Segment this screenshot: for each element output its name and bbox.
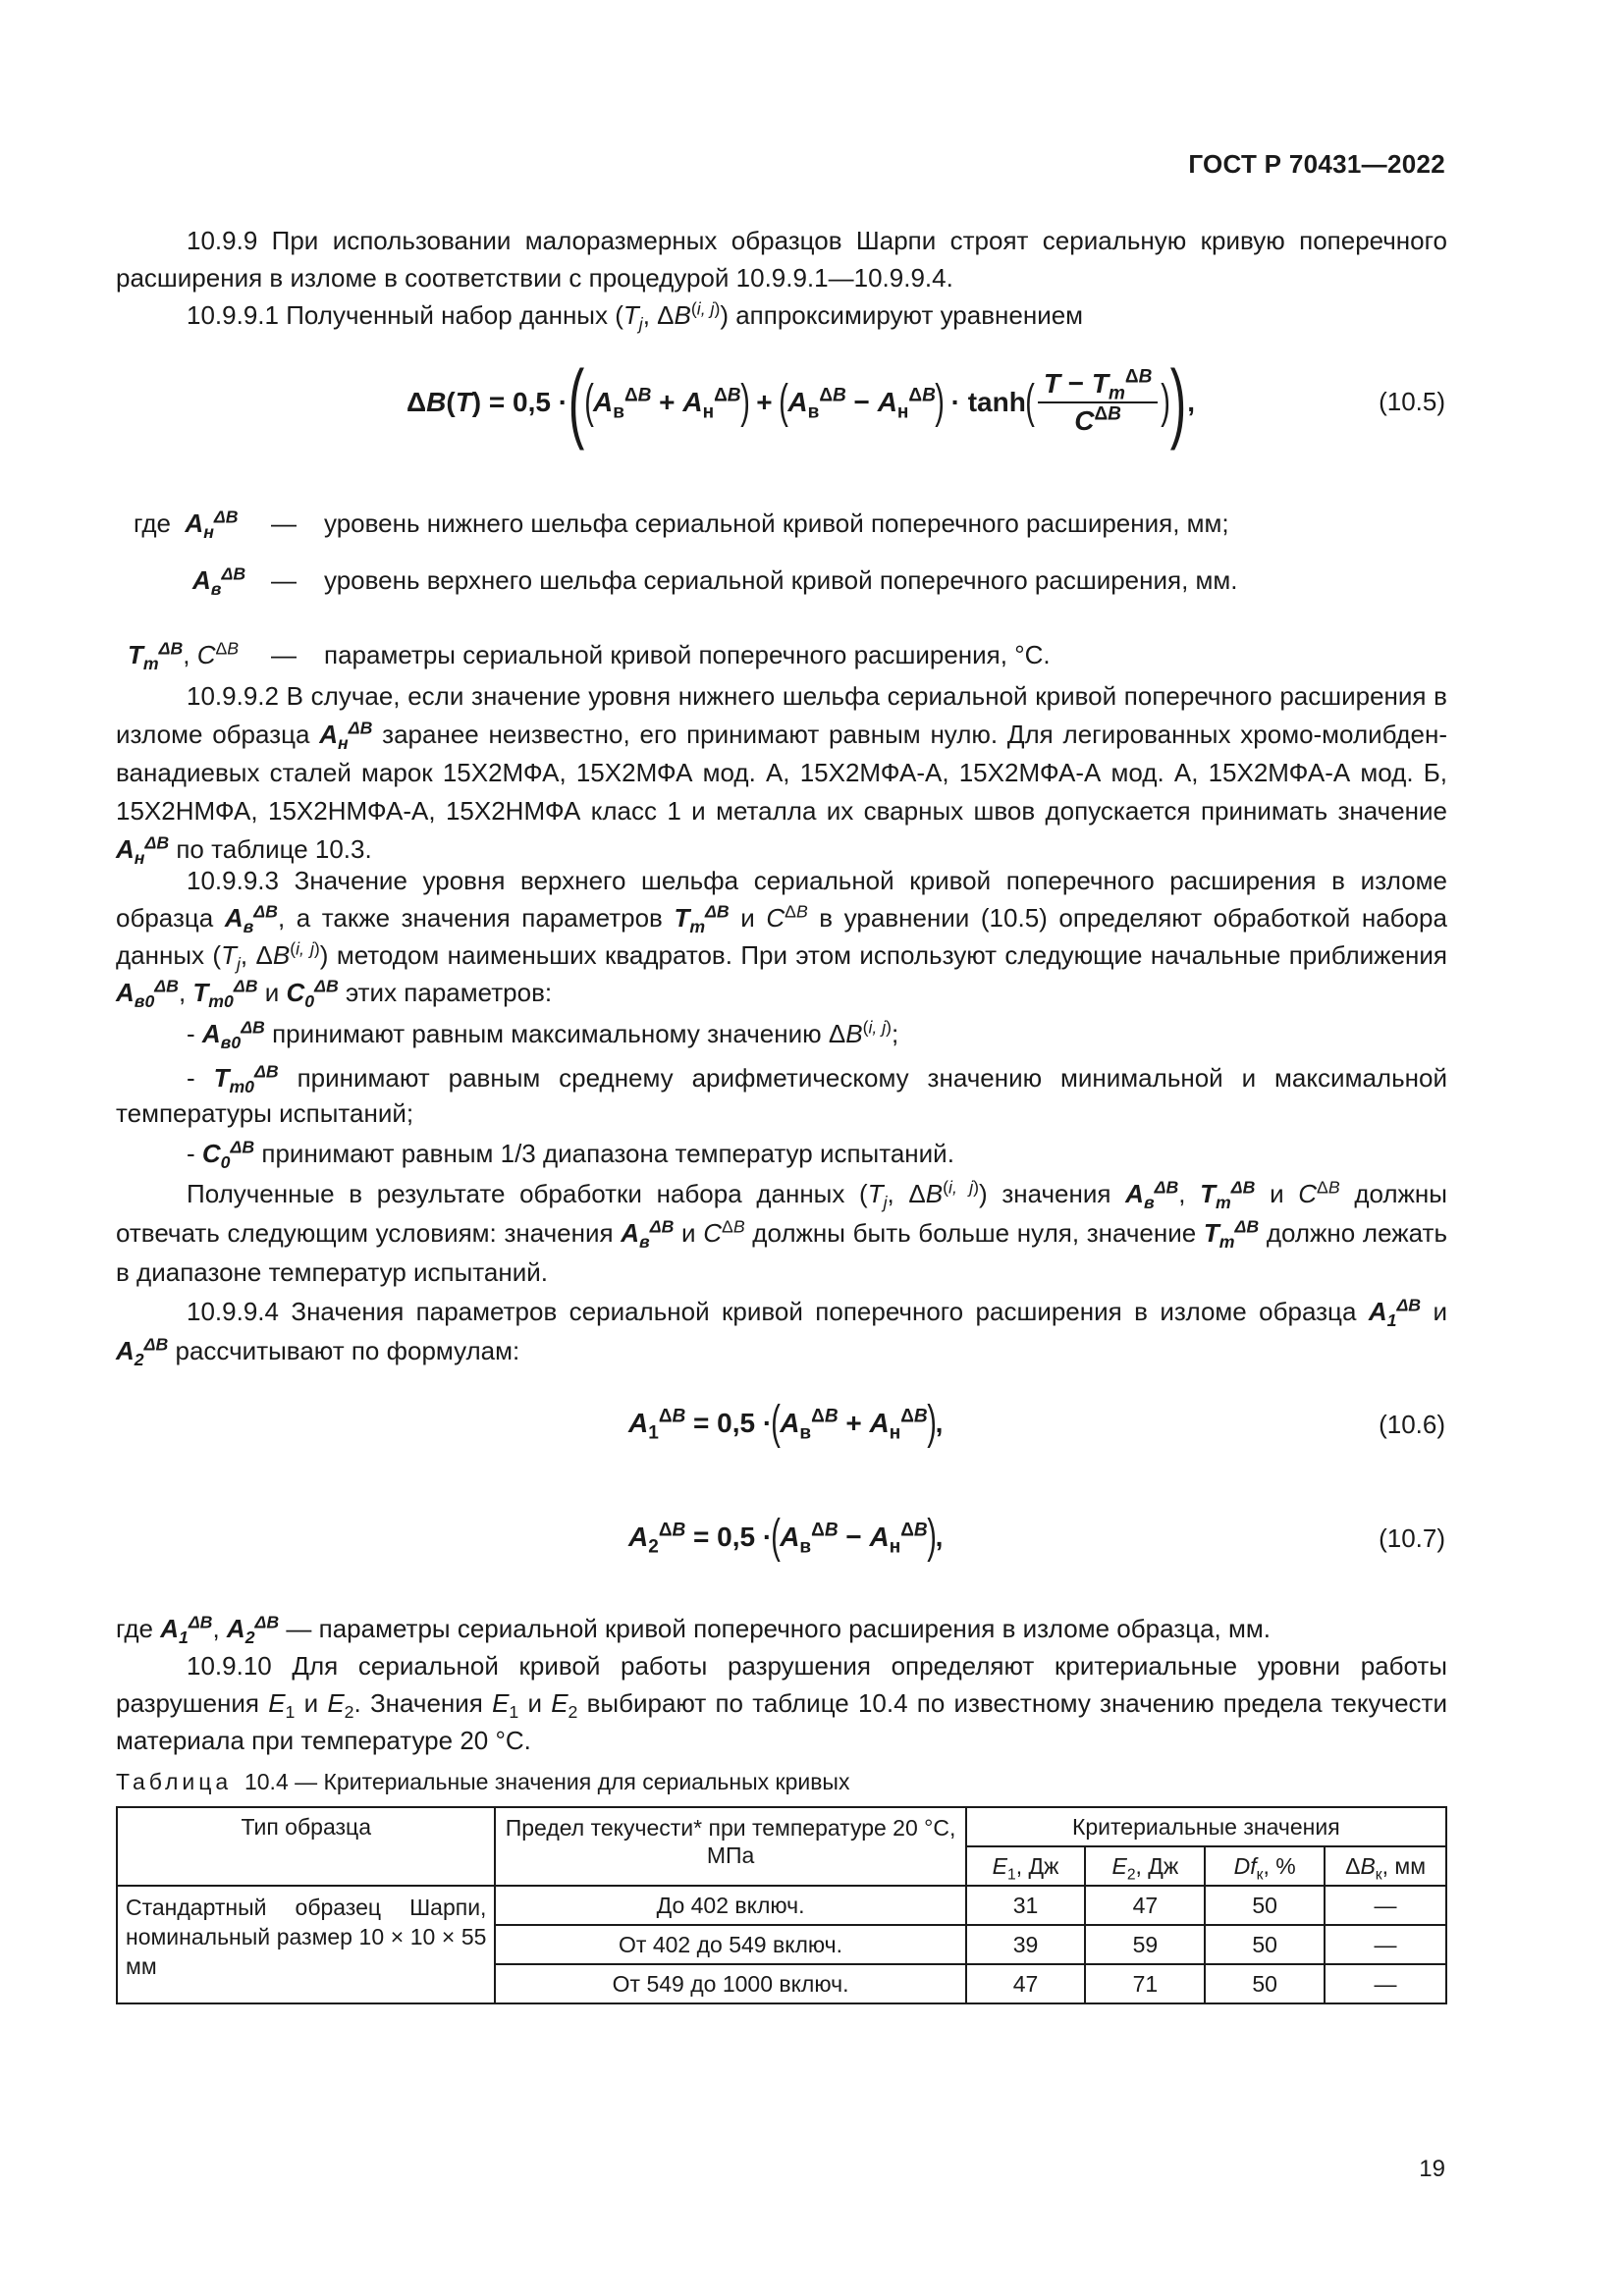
bullet-t-m0: - $T_{m0}^{\Delta B}$ принимают равным среднему арифметическому значению минимальной и максимальной температуры испытаний;	[116, 1061, 1447, 1128]
paragraph-10-9-9-4: 10.9.9.4 Значения параметров сериальной кривой поперечного расширения в изломе образца $A_1^{\Delta B}$ и $A_2^{\Delta B}$ рассчитывают по формулам:	[116, 1295, 1447, 1370]
definition-dash-3: —	[271, 640, 297, 669]
definition-a1-a2: где $A_1^{\Delta B}$, $A_2^{\Delta B}$ — параметры сериальной кривой поперечного расширения в изломе образца, мм.	[116, 1612, 1271, 1648]
table-row	[117, 1886, 1446, 1925]
cell-yield: От 549 до 1000 включ.	[495, 1964, 965, 2003]
header-e2: $E_2$, Дж	[1085, 1846, 1205, 1886]
header-yield-strength: Предел текучести* при температуре 20 °С, МПа	[495, 1807, 965, 1886]
paragraph-10-9-9-3: 10.9.9.3 Значение уровня верхнего шельфа сериальной кривой поперечного расширения в изломе образца $A_в^{\Delta B}$, а также значения параметров $T_m^{\Delta B}$ и $C^{\Delta B}$ в уравнении (10.5) определяют обработкой набора данных ($T_j$, ΔB$^{(i, j)}$) методом наименьших квадратов. При этом используют следующие начальные приближения $A_{в0}^{\Delta B}$, $T_{m0}^{\Delta B}$ и $C_0^{\Delta B}$ этих параметров:	[116, 866, 1447, 1012]
cell-e2: 47	[1085, 1886, 1205, 1925]
cell-df: 50	[1205, 1964, 1325, 2003]
header-specimen-type: Тип образца	[117, 1807, 495, 1886]
equation-10-7: $A_2^{\Delta B} = 0,5$ · ( $A_в^{\Delta B} - A_н^{\Delta B}$ ) ,	[628, 1511, 944, 1563]
equation-number-10-7: (10.7)	[1379, 1523, 1445, 1553]
definition-upper-shelf-symbol: $A_в^{\Delta B}$	[192, 563, 246, 600]
equation-number-10-5: (10.5)	[1379, 387, 1445, 416]
cell-e1: 47	[966, 1964, 1086, 2003]
cell-e2: 59	[1085, 1925, 1205, 1964]
cell-e2: 71	[1085, 1964, 1205, 2003]
table-caption: Таблица 10.4 — Критериальные значения для сериальных кривых	[116, 1769, 850, 1794]
paragraph-10-9-9-1: 10.9.9.1 Полученный набор данных ($T_j$, ΔB$^{(i, j)}$) аппроксимируют уравнением	[187, 298, 1084, 335]
bullet-c-0: - $C_0^{\Delta B}$ принимают равным 1/3 диапазона температур испытаний.	[187, 1137, 954, 1173]
equation-10-5: ΔB(T) = 0,5 · ( ( $A_в^{\Delta B} + A_н^{\Delta B}$ ) + ( $A_в^{\Delta B} - A_н^{\Delta B}$ ) · tanh ( $\frac{T - T_m^{\Delta B}}{C^{\Delta B}}$ ) ) ,	[406, 353, 1196, 452]
cell-db: —	[1325, 1925, 1446, 1964]
header-criteria: Критериальные значения	[966, 1807, 1446, 1846]
paragraph-10-9-9-2: 10.9.9.2 В случае, если значение уровня нижнего шельфа сериальной кривой поперечного расширения в изломе образца $A_н^{\Delta B}$ заранее неизвестно, его принимают равным нулю. Для легированных хромо-молибден-ванадиевых сталей марок 15Х2МФА, 15Х2МФА мод. А, 15Х2МФА-А, 15Х2МФА-А мод. А, 15Х2МФА-А мод. Б, 15Х2НМФА, 15Х2НМФА-А, 15Х2НМФА класс 1 и металла их сварных швов допускается принимать значение $A_н^{\Delta B}$ по таблице 10.3.	[116, 681, 1448, 869]
document-id: ГОСТ Р 70431—2022	[1188, 149, 1445, 179]
paragraph-results: Полученные в результате обработки набора данных ($T_j$, ΔB$^{(i, j)}$) значения $A_в^{\Delta B}$, $T_m^{\Delta B}$ и $C^{\Delta B}$ должны отвечать следующим условиям: значения $A_в^{\Delta B}$ и $C^{\Delta B}$ должны быть больше нуля, значение $T_m^{\Delta B}$ должно лежать в диапазоне температур испытаний.	[116, 1177, 1447, 1287]
page-number: 19	[1419, 2156, 1445, 2182]
definition-parameters-symbol: $T_m^{\Delta B}$, $C^{\Delta B}$	[128, 638, 240, 674]
definition-text-3: параметры сериальной кривой поперечного расширения, °С.	[324, 640, 1051, 669]
definition-lower-shelf: где $A_н^{\Delta B}$	[134, 507, 239, 543]
cell-specimen: Стандартный образец Шарпи, номинальный размер 10 × 10 × 55 мм	[117, 1886, 495, 2003]
header-df: $Df_к$, %	[1205, 1846, 1325, 1886]
definition-dash-2: —	[271, 565, 297, 595]
cell-db: —	[1325, 1964, 1446, 2003]
equation-number-10-6: (10.6)	[1379, 1410, 1445, 1439]
equation-10-6: $A_1^{\Delta B} = 0,5$ · ( $A_в^{\Delta B} + A_н^{\Delta B}$ ) ,	[628, 1397, 944, 1449]
definition-text-1: уровень нижнего шельфа сериальной кривой поперечного расширения, мм;	[324, 508, 1229, 538]
cell-yield: До 402 включ.	[495, 1886, 965, 1925]
paragraph-10-9-10: 10.9.10 Для сериальной кривой работы разрушения определяют критериальные уровни работы разрушения $E_1$ и $E_2$. Значения $E_1$ и $E_2$ выбирают по таблице 10.4 по известному значению предела текучести материала при температуре 20 °С.	[116, 1651, 1447, 1755]
cell-db: —	[1325, 1886, 1446, 1925]
header-db: $\Delta B_к$, мм	[1325, 1846, 1446, 1886]
bullet-a-b0: - $A_{в0}^{\Delta B}$ принимают равным максимальному значению ΔB$^{(i, j)}$;	[187, 1017, 899, 1053]
definition-dash-1: —	[271, 508, 297, 538]
cell-e1: 31	[966, 1886, 1086, 1925]
cell-df: 50	[1205, 1886, 1325, 1925]
cell-e1: 39	[966, 1925, 1086, 1964]
paragraph-10-9-9: 10.9.9 При использовании малоразмерных образцов Шарпи строят сериальную кривую поперечного расширения в изломе в соответствии с процедурой 10.9.9.1—10.9.9.4.	[116, 226, 1447, 293]
cell-yield: От 402 до 549 включ.	[495, 1925, 965, 1964]
table-10-4	[116, 1806, 1447, 2004]
header-e1: $E_1$, Дж	[966, 1846, 1086, 1886]
cell-df: 50	[1205, 1925, 1325, 1964]
definition-text-2: уровень верхнего шельфа сериальной кривой поперечного расширения, мм.	[324, 565, 1238, 595]
